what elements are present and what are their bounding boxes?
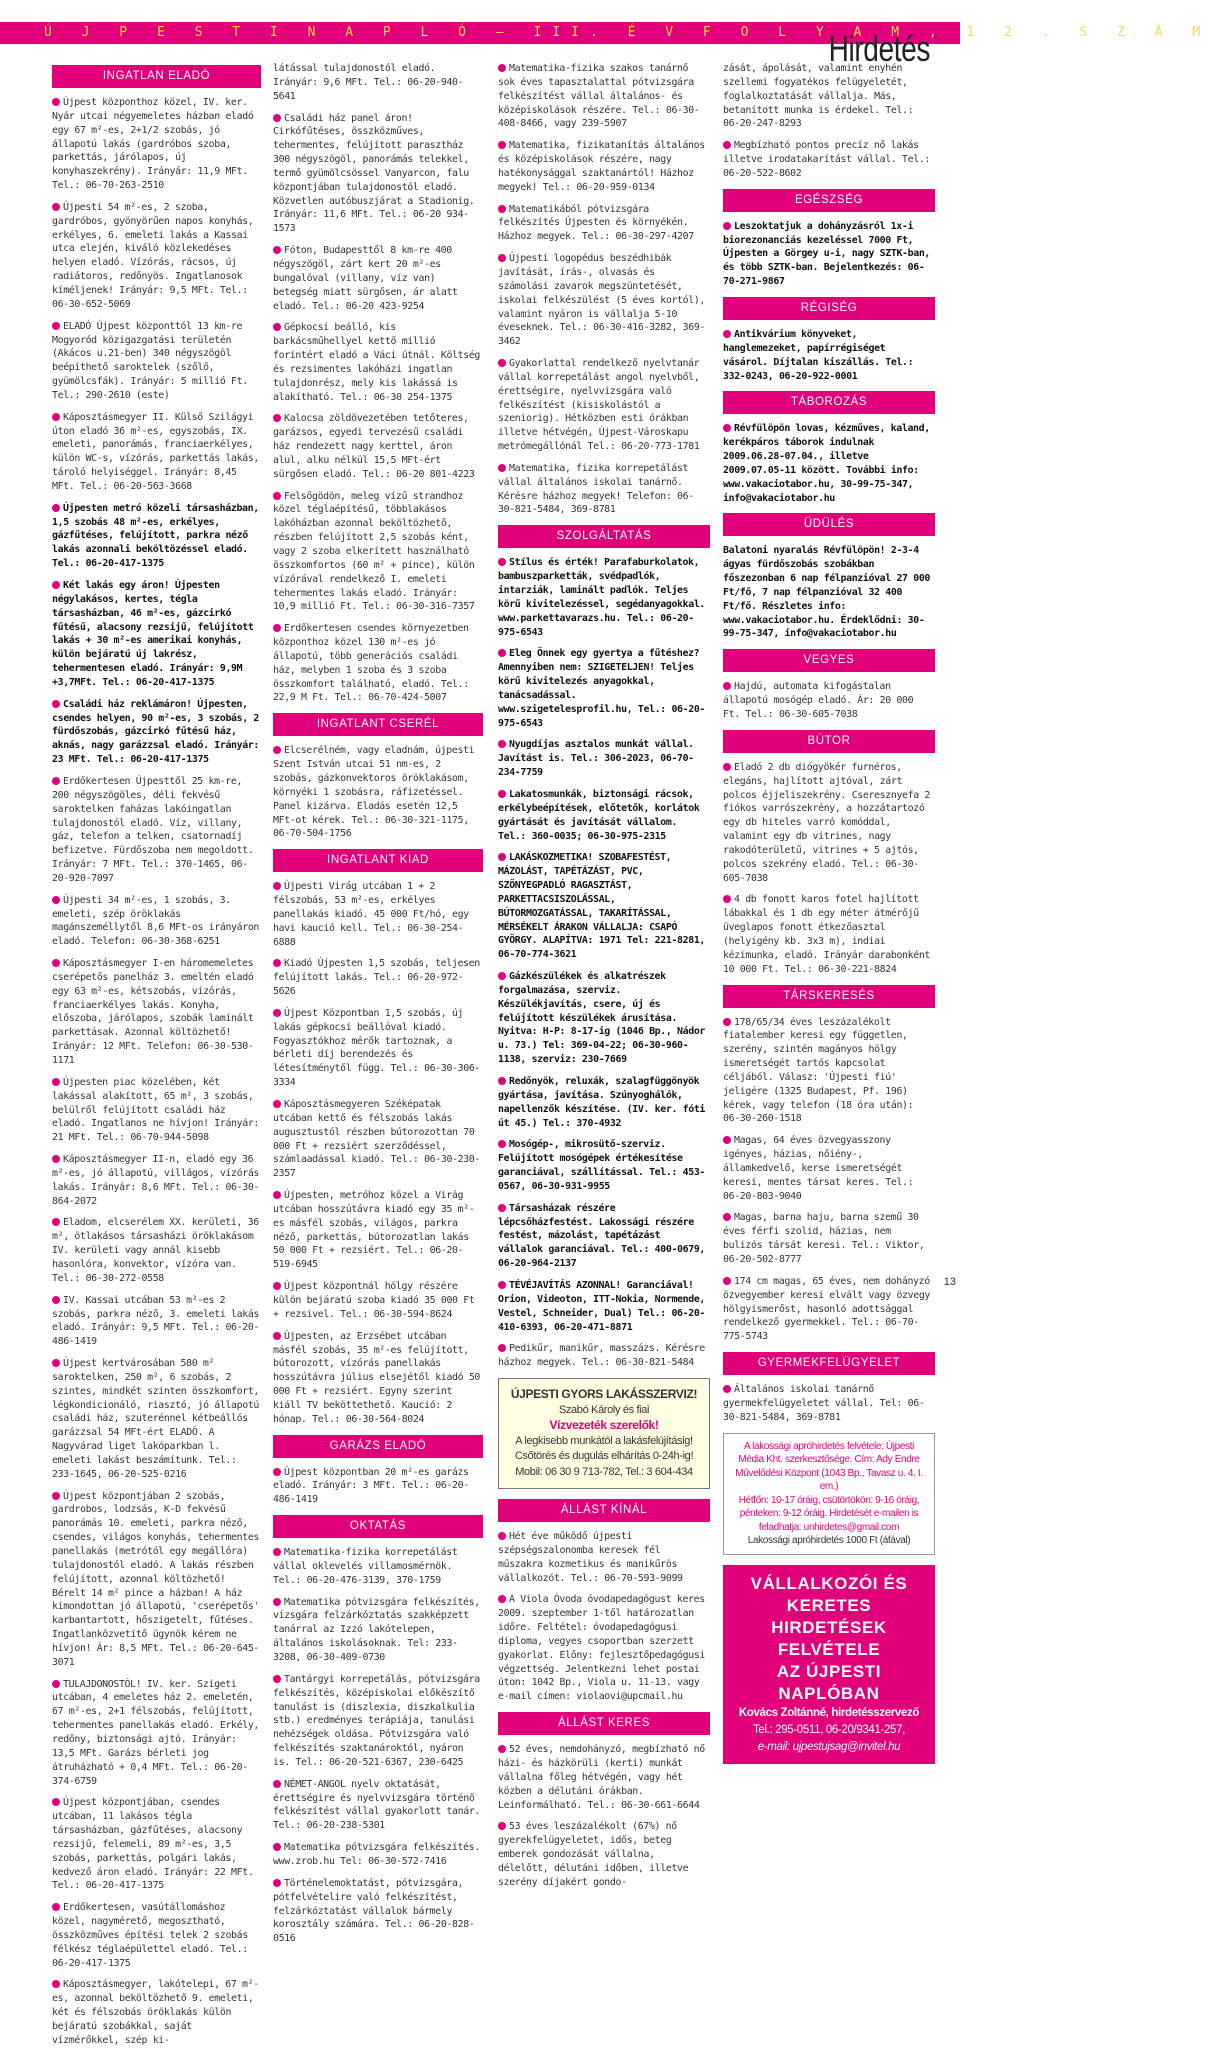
ad: Újpest központban 20 m²-es garázs eladó. Irányár: 3 MFt. Tel.: 06-20-486-1419 [273,1466,469,1506]
heading-szolgaltatas: SZOLGÁLTATÁS [498,525,710,548]
ad: Elcserélném, vagy eladnám, újpesti Szent István utcai 51 nm-es, 2 szobás, gázkonvektoros öröklakásom, környéki 1 szobásra, ráfizetéssel. Panel kizárva. Eladás esetén 12,5 MFt-ot kérek. Tel.: 06-30-321-1175, 06-70-504-1756 [273,745,475,840]
bullet-icon [498,1595,506,1603]
heading-ingatlant-kiad: INGATLANT KIAD [273,849,483,872]
ad: Erdőkertesen, vasútállomáshoz közel, nagymérető, megosztható, összközműves építési telek 2 szobás félkész téglaépülettel eladó. Tel.: 06-20-417-1375 [52,1902,248,1969]
bullet-icon [498,64,506,72]
bullet-icon [498,141,506,149]
ad: Újpesti Virág utcában 1 + 2 félszobás, 53 m²-es, erkélyes panellakás kiadó. 45 000 Ft/hó, egy havi kaució kell. Tel.: 06-30-254-6888 [273,881,469,948]
bullet-icon [273,1191,281,1199]
bullet-icon [273,114,281,122]
ad: 53 éves leszázalékolt (67%) nő gyerekfelügyeletet, idős, beteg emberek gondozását vállalna, délelőtt, délutáni időben, illetve szerény díjakért gondo- [498,1821,689,1888]
bullet-icon [723,222,731,230]
bullet-icon [273,414,281,422]
ad: Újpest központjában 2 szobás, gardrobos, lodzsás, K-D fekvésű panorámás 10. emeleti, parkra néző, csendes, világos konyhás, tehermentes panellakás (metrótól egy megállóra) tulajdonostól eladó. A lakás részben felújított, azonnal költözhető! Bérelt 14 m² pince a házban! A ház kimondottan jó állapotú, 'cserépetős' karbantartott, hőszigetelt, fűtéses. Ingatlanközvetítő ügynök kérem ne hívjon! Ár: 8,5 MFt. Tel.: 06-20-645-3071 [52,1490,260,1668]
ad: Gyakorlattal rendelkező nyelvtanár vállal korrepetálást angol nyelvből, érettségire, nyelvvizsgára való felkészítést (kisiskolástól a szeniorig). Hétközben esti órákban illetve hétvégén, Újpest-Városkapu metrómegállónál Tel.: 06-20-773-1781 [498,358,700,453]
bullet-icon [273,1548,281,1556]
bullet-icon [498,740,506,748]
bullet-icon [52,1980,60,1988]
bullet-icon [273,1879,281,1887]
ad: Újpesten piac közelében, két lakással alakított, 65 m², 3 szobás, belülről felújított családi ház eladó. Ingatlanos ne hívjon! Irányár: 21 MFt. Tel.: 06-70-944-5098 [52,1076,260,1144]
newspaper-title: Ú J P E S T I N A P L Ó – III. É V F O L Y A M , 1 2 . S Z Á M [44,25,1211,40]
ad: 4 db fonott karos fotel hajlított lábakkal és 1 db egy méter átmérőjű üveglapos fonott étkezőasztal (helyigény kb. 3x3 m), indiai kézimunka, eladó. Irányár darabonként 10 000 Ft. Tel.: 06-30-221-8824 [723,894,931,975]
ad: Újpest központnál hölgy részére külön bejáratú szoba kiadó 35 000 Ft + rezsivel. Tel.: 06-30-594-8624 [273,1281,475,1320]
ad: LAKÁSKOZMETIKA! SZOBAFESTÉST, MÁZOLÁST, TAPÉTÁZÁST, PVC, SZŐNYEGPADLÓ RAGASZTÁST, PARKETTACSISZOLÁSSAL, BÚTORMOZGATÁSSAL, TAKARÍTÁSSAL, MÉRSÉKELT ÁRAKON VÁLLALJA: CSAPÓ GYÖRGY. ALAPÍTVA: 1971 Tel: 221-8281, 06-70-774-3621 [498,852,706,961]
ad: Gázkészülékek és alkatrészek forgalmazása, szerviz. Készülékjavítás, csere, új és felújított készülékek árusítása. Nyitva: H-P: 8-17-ig (1046 Bp., Nádor u. 73.) Tel: 369-04-22; 06-30-960-1138, szerviz: 230-7669 [498,971,706,1066]
bullet-icon [498,1281,506,1289]
bullet-icon [52,896,60,904]
ad: Káposztásmegyer II-n, eladó egy 36 m²-es, jó állapotú, villágos, vízórás lakás. Irányár: 8,6 MFt. Tel.: 06-30-864-2072 [52,1154,260,1207]
bullet-icon [52,413,60,421]
bullet-icon [498,1140,506,1148]
ad: Újpest kertvárosában 580 m² saroktelken, 250 m², 6 szobás, 2 szintes, mindkét szinten összkomfort, légkondicionáló, riasztó, jó állapotú családi ház, szuterénnel kétbeállós garázzsal 54 MFt-ért ELADÓ. A Nagyvárad liget lakóparkban l. emeleti lakást beszámítunk. Tel.: 233-1645, 06-20-525-0216 [52,1358,260,1480]
bullet-icon [498,1822,506,1830]
bullet-icon [723,424,731,432]
heading-taborozas: TÁBOROZÁS [723,391,935,414]
ad: Pedikűr, manikűr, masszázs. Kérésre házhoz megyek. Tel.: 06-30-821-5484 [498,1343,705,1369]
bullet-icon [52,581,60,589]
bullet-icon [52,203,60,211]
bullet-icon [273,492,281,500]
ad: Matematika, fizikatanítás általános és középiskolások részére, nagy hatékonysággal szaktanártól! Házhoz megyek! Tel.: 06-20-959-0134 [498,140,705,193]
ad: Kalocsa zöldövezetében tetőteres, garázsos, egyedi tervezésű családi ház rendezett nagy kerttel, áron alul, alku nélkül 15,5 MFt-ért sürgősen eladó. Tel.: 06-20 801-4223 [273,413,475,480]
heading-ingatlant-cserel: INGATLANT CSERÉL [273,713,483,736]
ad: A Viola Óvoda óvodapedagógust keres 2009. szeptember 1-től határozatlan időre. Feltétel: óvodapedagógusi diploma, vegyes csoportban szerzett gyakorlat. Előny: fejlesztőpedagógusi végzettség. Jelentkezni lehet postai úton: 1042 Bp., Viola u. 11-13. vagy e-mail címen: violaovi@upcmail.hu [498,1594,706,1703]
bullet-icon [52,322,60,330]
ad: Káposztásmegyeren Széképatak utcában kettő és félszobás lakás augusztustól részben bútorozottan 70 000 Ft + rezsiért szerződéssel, számlaadással kiadó. Tel.: 06-30-230-2357 [273,1099,481,1180]
ad: Családi ház panel áron! Cirkófűtéses, összközműves, tehermentes, felújított parasztház 300 négyszögöl, panorámás telekkel, termő gyümölcsössel Vanyarcon, falu központjában tulajdonostól eladó. Közvetlen autóbuszjárat a Stadionig. Irányár: 11,6 MFt. Tel.: 06-20 934-1573 [273,112,475,235]
ad: Újpesten metró közeli társasházban, 1,5 szobás 48 m²-es, erkélyes, gázfűtéses, felújított, parkra néző lakás azonnali beköltözéssel eladó. Tel.: 06-20-417-1375 [52,502,259,570]
bullet-icon [723,1213,731,1221]
ad: Balatoni nyaralás Révfülöpön! 2-3-4 ágyas fürdőszobás szobákban főszezonban 6 nap félpanzióval 27 000 Ft/fő, 7 nap félpanzióval 32 400 Ft/fő. Részletes info: www.vakaciotabor.hu. Érdeklődni: 30-99-75-347, info@vakaciotabor.hu [723,545,931,640]
ad: Gépkocsi beálló, kis barkácsműhellyel kettő millió forintért eladó a Váci útnál. Költség és rezsimentes lakóházi ingatlan tulajdonrész, mely kis lakássá is alakítható. Tel.: 06-30 254-1375 [273,322,481,403]
ad: Stílus és érték! Parafaburkolatok, bambuszparketták, svédpadlók, intarziák, laminált padlók. Teljes körű kivitelezéssel, segédanyagokkal. www.parkettavarazs.hu. Tel.: 06-20-975-6543 [498,557,706,638]
heading-udules: ÜDÜLÉS [723,513,935,536]
bullet-icon [273,882,281,890]
bullet-icon [723,330,731,338]
bullet-icon [723,141,731,149]
ad: Eladó 2 db diógyökér furnéros, elegáns, hajlított ajtóval, zárt polcos éjjeliszekrény. Cseresznyefa 2 fiókos varrószekrény, a hozzátartozó egy db hiteles varró komóddal, valamint egy db vitrines, nagy rakodóterületű, vitrines + 5 ajtós, polcos szekrény eladó. Tel.: 06-30-605-7038 [723,761,931,884]
bullet-icon [273,1675,281,1683]
ad: Hajdú, automata kifogástalan állapotú mosógép eladó. Ár: 20 000 Ft. Tel.: 06-30-605-7038 [723,681,914,720]
heading-vegyes: VEGYES [723,649,935,672]
ad: Történelemoktatást, pótvizsgára, pótfelvételire való felkészítést, felzárkóztatást vállalok bármely korosztály számára. Tel.: 06-20-828-0516 [273,1877,475,1945]
ad: Káposztásmegyer I-en háromemeletes cserépetős panelház 3. emeltén eladó egy 63 m²-es, kétszobás, vízórás, franciaerkélyes lakás. Konyha, előszoba, járólapos, szobák laminált parkettásak. Azonnal költözhető! Irányár: 12 MFt. Telefon: 06-30-530-1171 [52,958,254,1066]
heading-allast-keres: ÁLLÁST KERES [498,1712,710,1735]
ad: Matematika-fizika korrepetálást vállal oklevelés villamosmérnök. Tel.: 06-20-476-3139, 370-1759 [273,1547,458,1586]
bullet-icon [498,1532,506,1540]
ad: Magas, 64 éves özvegyasszony igényes, házias, nőiény-, államkedvelő, kerse ismeretségét keresi, mentes társat keres. Tel.: 06-20-803-9040 [723,1135,914,1202]
ad: Káposztásmegyer II. Külső Szilágyi úton eladó 36 m²-es, egyszobás, IX. emeleti, panorámás, franciaerkélyes, külön WC-s, vízórás, parkettás lakás, tároló helyiséggel. Irányár: 8,45 MFt. Tel.: 06-20-563-3668 [52,411,260,492]
ad: ELADÓ Újpest központtól 13 km-re Mogyoród közigazgatási területén (Akácos u.21-ben) 340 négyszögöl beépíthető saroktelek (szőlő, gyümölcsfák). Irányár: 5 millió Ft. Tel.: 290-2610 (este) [52,320,248,401]
bullet-icon [498,790,506,798]
bullet-icon [498,359,506,367]
business-ad-box: VÁLLALKOZÓI ÉS KERETES HIRDETÉSEK FELVÉTELE AZ ÚJPESTI NAPLÓBAN Kovács Zoltánné, hirdetésszervező Tel.: 295-0511, 06-20/9341-257, e-mail: ujpestujsag@invitel.hu [723,1565,935,1764]
bullet-icon [723,682,731,690]
ad-continued: látással tulajdonostól eladó. Irányár: 9,6 MFt. Tel.: 06-20-940-5641 [273,63,464,102]
ad: Erdőkertesen csendes környezetben központhoz közel 130 m²-es jó állapotú, több generációs családi ház, melyben 1 szoba és 3 szoba összkomfort található, eladó. Tel.: 22,9 M Ft. Tel.: 06-70-424-5007 [273,623,469,704]
heading-oktatas: OKTATÁS [273,1515,483,1538]
ad: Családi ház reklámáron! Újpesten, csendes helyen, 90 m²-es, 3 szobás, 2 fürdőszobás, gázcirkó fűtésű ház, aknás, nagy garázzsal eladó. Irányár: 23 MFt. Tel.: 06-20-417-1375 [52,698,260,766]
heading-regiseg: RÉGISÉG [723,297,935,320]
ad: Fóton, Budapesttől 8 km-re 400 négyszögöl, zárt kert 20 m²-es bungalóval (villany, víz van) betegség miatt sürgősen, ár alatt eladó. Tel.: 06-20 423-9254 [273,245,458,312]
ad: Újpesti 54 m²-es, 2 szoba, gardróbos, gyönyörűen napos konyhás, erkélyes, 6. emeleti lakás a Kassai utca elején, kiváló közlekedéses helyen eladó. Vízórás, rácsos, új radiátoros, redőnyös. Ingatlanosok kíméljenek! Irányár: 9,5 MFt. Tel.: 06-30-652-5069 [52,201,254,310]
bullet-icon [498,853,506,861]
bullet-icon [498,558,506,566]
ad: Matematika-fizika szakos tanárnő sok éves tapasztalattal pótvizsgára felkészítést vállal általános- és középiskolások részére. Tel.: 06-30-408-8466, vagy 239-5907 [498,63,700,130]
bullet-icon [52,959,60,967]
bullet-icon [52,1296,60,1304]
ad: 52 éves, nemdohányzó, megbízható nő házi- és házkörüli (kerti) munkát vállalna főleg hétvégén, vagy hét közben a délutáni órákban. Leinformálható. Tel.: 06-30-661-6644 [498,1744,705,1811]
heading-egeszseg: EGÉSZSÉG [723,189,935,212]
heading-gyermekfelugyelet: GYERMEKFELÜGYELET [723,1352,935,1375]
ad: Nyugdíjas asztalos munkát vállal. Javítást is. Tel.: 306-2023, 06-70-234-7759 [498,739,694,779]
ad: Két lakás egy áron! Újpesten négylakásos, kertes, tégla társasházban, 46 m²-es, gázcirkó fűtésű, alacsony rezsijű, felújított lakás + 30 m²-es amerikai konyhás, külön bejáratú új lakrész, tehermentesen eladó. Irányár: 9,9M +3,7MFt. Tel.: 06-20-417-1375 [52,580,254,688]
bullet-icon [52,1155,60,1163]
heading-butor: BÚTOR [723,730,935,753]
ad: Újpesti logopédus beszédhibák javítását, írás-, olvasás és számolási zavarok megszüntetését, iskolai felkészülést (5 éves kortól), valamint nyáron is vállalja 5-10 éveseknek. Tel.: 06-30-416-3282, 369-3462 [498,253,706,348]
bullet-icon [273,246,281,254]
ad: Társasházak részére lépcsőházfestést. Lakossági részére festést, mázolást, tapétázást vállalok garanciával. Tel.: 400-0679, 06-20-964-2137 [498,1202,706,1270]
bullet-icon [273,624,281,632]
ad: Újpesten, az Erzsébet utcában másfél szobás, 35 m²-es felújított, bútorozott, vízórás panellakás hosszútávra július elsejétől kiadó 50 000 Ft + rezsiért. Egyny szerint kiáll TV beköttethető. Kaució: 2 hónap. Tel.: 06-30-564-8024 [273,1330,481,1425]
bullet-icon [52,98,60,106]
ad: IV. Kassai utcában 53 m²-es 2 szobás, parkra néző, 3. emeleti lakás eladó. Irányár: 9,5 MFt. Tel.: 06-20-486-1419 [52,1294,260,1348]
ad: NÉMET-ANGOL nyelv oktatását, érettségire és nyelvvizsgára történő felkészítést vállal gyakorlott tanár. Tel.: 06-20-238-5301 [273,1778,481,1832]
ad: Révfülöpön lovas, kézműves, kaland, kerékpáros táborok indulnak 2009.06.28-07.04., illetve 2009.07.05-11 között. További info: www.vakaciotabor.hu, 30-99-75-347, info@vakaciotabor.hu [723,423,930,504]
bullet-icon [52,1903,60,1911]
ad: Káposztásmegyer, lakótelepi, 67 m²-es, azonnal beköltözhető 9. emeleti, két és félszobás öröklakás külön bejáratú szobákkal, saját vízmérőkkel, szép ki- [52,1979,259,2046]
bullet-icon [498,972,506,980]
bullet-icon [498,1344,506,1352]
bullet-icon [273,1598,281,1606]
column-4 [723,62,935,1753]
bullet-icon [498,464,506,472]
ad: Erdőkertesen Újpesttől 25 km-re, 200 négyszögöles, déli fekvésű saroktelken faházas lakóingatlan tulajdonostól eladó. Víz, villany, gáz, telefon a telken, csatornadíj befizetve. Fürdőszoba nem megoldott. Irányár: 7 MFt. Tel.: 370-1465, 06-20-920-7097 [52,775,254,884]
heading-garazs-elado: GARÁZS ELADÓ [273,1435,483,1458]
ad: TULAJDONOSTÓL! IV. ker. Szigeti utcában, 4 emeletes ház 2. emeletén, 67 m²-es, 2+1 félszobás, felújított, tehermentes panellakás eladó. Erkély, redőny, biztonsági ajtó. Irányár: 13,5 MFt. Garázs bérleti jog átruházható + 0,4 MFt. Tel.: 06-20-374-6759 [52,1678,260,1787]
ad: Tantárgyi korrepetálás, pótvizsgára felkészítés, középiskolai előkészítő tanulást is (diszlexia, diszkalkulia stb.) eredményes terápiája, tanulási nehézségek oldása. Pótvizsgára való felkészítés szaktanároktól, nyáron is. Tel.: 06-20-521-6367, 230-6425 [273,1673,480,1768]
heading-tarskereses: TÁRSKERESÉS [723,985,935,1008]
bullet-icon [273,1282,281,1290]
ad: Újpesten, metróhoz közel a Virág utcában hosszútávra kiadó egy 35 m²-es másfél szobás, világos, parkra néző, parkettás, bútorozatlan lakás 50 000 Ft + rezsiért. Tel.: 06-20-519-6945 [273,1190,475,1271]
ad: Antikvárium könyveket, hanglemezeket, papírrégiséget vásárol. Díjtalan kiszállás. Tel.: 332-0243, 06-20-922-0001 [723,328,914,382]
bullet-icon [273,1009,281,1017]
column-3 [498,62,710,1888]
bullet-icon [498,649,506,657]
bullet-icon [273,1843,281,1851]
box-phone: Mobil: 06 30 9 713-782, Tel.: 3 604-434 [515,1465,693,1478]
box-name: Szabó Károly és fiai [558,1403,650,1416]
bullet-icon [273,959,281,967]
ad: Redőnyök, reluxák, szalagfüggönyök gyártása, javítása. Szúnyoghálók, napellenzők készítése. (IV. ker. fóti út 45.) Tel.: 370-4932 [498,1076,706,1129]
bullet-icon [52,1492,60,1500]
ad: Hét éve működő újpesti szépségszalonomba keresek fél műszakra kozmetikus és manikűrös vállalkozót. Tel.: 06-70-593-9099 [498,1531,683,1584]
bullet-icon [498,205,506,213]
ad: TÉVÉJAVÍTÁS AZONNAL! Garanciával! Orion, Videoton, ITT-Nokia, Normende, Vestel, Schneider, Dual) Tel.: 06-20-410-6393, 06-20-471-8871 [498,1279,706,1333]
ad: 174 cm magas, 65 éves, nem dohányzó özvegyember keresi elvált vagy özvegy hölgyismerőst, hasonló adottsággal rendelkező gyermekkel. Tel.: 06-70-775-5743 [723,1275,931,1343]
classified-info-box: A lakossági apróhirdetés felvétele: Újpesti Média Kht. szerkesztősége. Cím: Ady Endre Művelődési Központ (1043 Bp., Tavasz u. 4. I. em.) Hétfőn: 10-17 óráig, csütörtökön: 9-16 óráig, pénteken: 9-12 óráig. Hirdetését e-mailen is feladhatja: unhirdetes@gmail.com Lakossági apróhirdetés 1000 Ft (áfával) [723,1433,935,1555]
bullet-icon [273,1332,281,1340]
bullet-icon [273,323,281,331]
box-highlight: Vízvezeték szerelők! [549,1418,659,1433]
ad: Leszoktatjuk a dohányzásról 1x-i biorezonanciás kezeléssel 7000 Ft, Újpesten a Görgey u-i, nagy SZTK-ban, és több SZTK-ban. Bejelentkezés: 06-70-271-9867 [723,220,931,288]
ad: Matematika pótvizsgára felkészítés, vizsgára felzárkóztatás szakképzett tanárral az Izzó lakótelepen, általános iskolásoknak. Tel: 233-3208, 06-30-409-0730 [273,1596,480,1663]
ad: Kiadó Újpesten 1,5 szobás, teljesen felújított lakás. Tel.: 06-20-972-5626 [273,958,480,998]
ad: Újpest központjában, csendes utcában, 11 lakásos tégla társasházban, gázfűtéses, alacsony rezsijű, felemeli, 89 m²-es, 3,5 szobás, parkettás, polgári lakás, kedvező áron eladó. Irányár: 22 MFt. Tel.: 06-20-417-1375 [52,1797,254,1892]
ad: Újpesti 34 m²-es, 1 szobás, 3. emeleti, szép öröklakás magánszeméllytől 8,6 MFt-os irányáron eladó. Telefon: 06-30-368-6251 [52,894,260,948]
bullet-icon [498,1077,506,1085]
bullet-icon [723,1385,731,1393]
plumbing-ad-box [498,1378,710,1489]
bullet-icon [723,1277,731,1285]
ad: Általános iskolai tanárnő gyermekfelügyeletet vállal. Tel: 06-30-821-5484, 369-8781 [723,1384,925,1423]
bullet-icon [723,763,731,771]
bullet-icon [498,1204,506,1212]
ad: Matematikából pótvizsgára felkészítés Újpesten és környékén. Házhoz megyek. Tel.: 06-30-297-4207 [498,203,694,243]
bullet-icon [273,1468,281,1476]
ad: Újpest központhoz közel, IV. ker. Nyár utcai négyemeletes házban eladó egy 67 m²-es, 2+1/2 szobás, jó állapotú lakás (gardróbos szoba, parkettás, járólapos, új konyhaszekrény). Irányár: 11,9 MFt. Tel.: 06-70-263-2510 [52,97,254,192]
heading-ingatlan-elado: INGATLAN ELADÓ [52,65,261,88]
section-title: Hirdetés [828,28,930,69]
bullet-icon [52,1218,60,1226]
ad: Matematika pótvizsgára felkészítés. www.zrob.hu Tel: 06-30-572-7416 [273,1842,480,1867]
ad: Mosógép-, mikrosütő-szerviz. Felújított mosógépek értékesítése garanciával, szállítással. Tel.: 453-0567, 06-30-931-9955 [498,1139,706,1192]
box-text: A legkisebb munkától a lakásfelújításig! Csőtörés és dugulás elhárítás 0-24h-ig! [514,1434,694,1463]
ad: Eleg Önnek egy gyertya a fűtéshez? Amennyiben nem: SZIGETELJEN! Teljes körű kivitelezés anyagokkal, tanácsadással. www.szigetelesprofil.hu, Tel.: 06-20-975-6543 [498,648,706,729]
bullet-icon [498,1745,506,1753]
bullet-icon [52,1359,60,1367]
bullet-icon [273,1780,281,1788]
ad: Eladom, elcserélem XX. kerületi, 36 m², ötlakásos társasházi öröklakásom IV. kerületi vagy annál kisebb hasonlóra, konvektor, vízóra van. Tel.: 06-30-272-0558 [52,1217,259,1284]
ad: Lakatosmunkák, biztonsági rácsok, erkélybeépítések, előtetők, korlátok gyártását és javítását vállalom. Tel.: 360-0035; 06-30-975-2315 [498,788,700,842]
bullet-icon [52,1680,60,1688]
bullet-icon [723,1018,731,1026]
column-2 [273,62,483,1945]
bullet-icon [52,1798,60,1806]
bullet-icon [273,746,281,754]
header-bar [0,22,1211,44]
ad: Matematika, fizika korrepetálást vállal általános iskolai tanárnő. Kérésre házhoz megyek! Telefon: 06-30-821-5484, 369-8781 [498,462,694,516]
ad-continued: zását, ápolását, valamint enyhén szellemi fogyatékos felügyeletét, foglalkoztatását vállalja. Más, betanított munka is érdekel. Tel.: 06-20-247-8293 [723,63,914,130]
bullet-icon [52,1078,60,1086]
bullet-icon [52,777,60,785]
bullet-icon [52,700,60,708]
ad: Magas, barna haju, barna szemű 30 éves férfi szolid, házias, nem bulizós társát keresi. Tel.: Viktor, 06-20-502-8777 [723,1212,925,1265]
bullet-icon [52,504,60,512]
ad: Felsőgödön, meleg vízű strandhoz közel téglaépítésű, többlakásos lakóházban azonnal beköltözhető, részben felújított 2,5 szobás ként, vagy 2 szoba elkerített használható összkomfortos (60 m² + pince), külön vízórával rendelkező I. emeleti tehermentes lakás eladó. Irányár: 10,9 millió Ft. Tel.: 06-30-316-7357 [273,490,475,613]
box-title: ÚJPESTI GYORS LAKÁSSZERVIZ! [510,1387,698,1402]
bullet-icon [723,895,731,903]
column-1 [52,62,261,2046]
ad: Újpest Központban 1,5 szobás, új lakás gépkocsi beállóval kiadó. Fogyasztókhoz mérők tartoznak, a bérleti díj berendezés és létesítménytől függ. Tel.: 06-30-306-3334 [273,1007,481,1089]
ad: Megbízható pontos precíz nő lakás illetve irodatakarítást vállal. Tel.: 06-20-522-8602 [723,140,931,179]
heading-allast-kinal: ÁLLÁST KÍNÁL [498,1499,710,1522]
bullet-icon [723,1136,731,1144]
page-number: 13 [943,1276,956,1288]
bullet-icon [273,1100,281,1108]
bullet-icon [498,254,506,262]
ad: 178/65/34 éves leszázalékolt fiatalember keresi egy független, szerény, szintén magányos hölgy ismeretségét tartós kapcsolat céljából. Válasz: 'Újpesti fiú' jeligére (1325 Budapest, Pf. 196) kérek, vagy telefon (18 óra után): 06-30-260-1518 [723,1016,914,1125]
